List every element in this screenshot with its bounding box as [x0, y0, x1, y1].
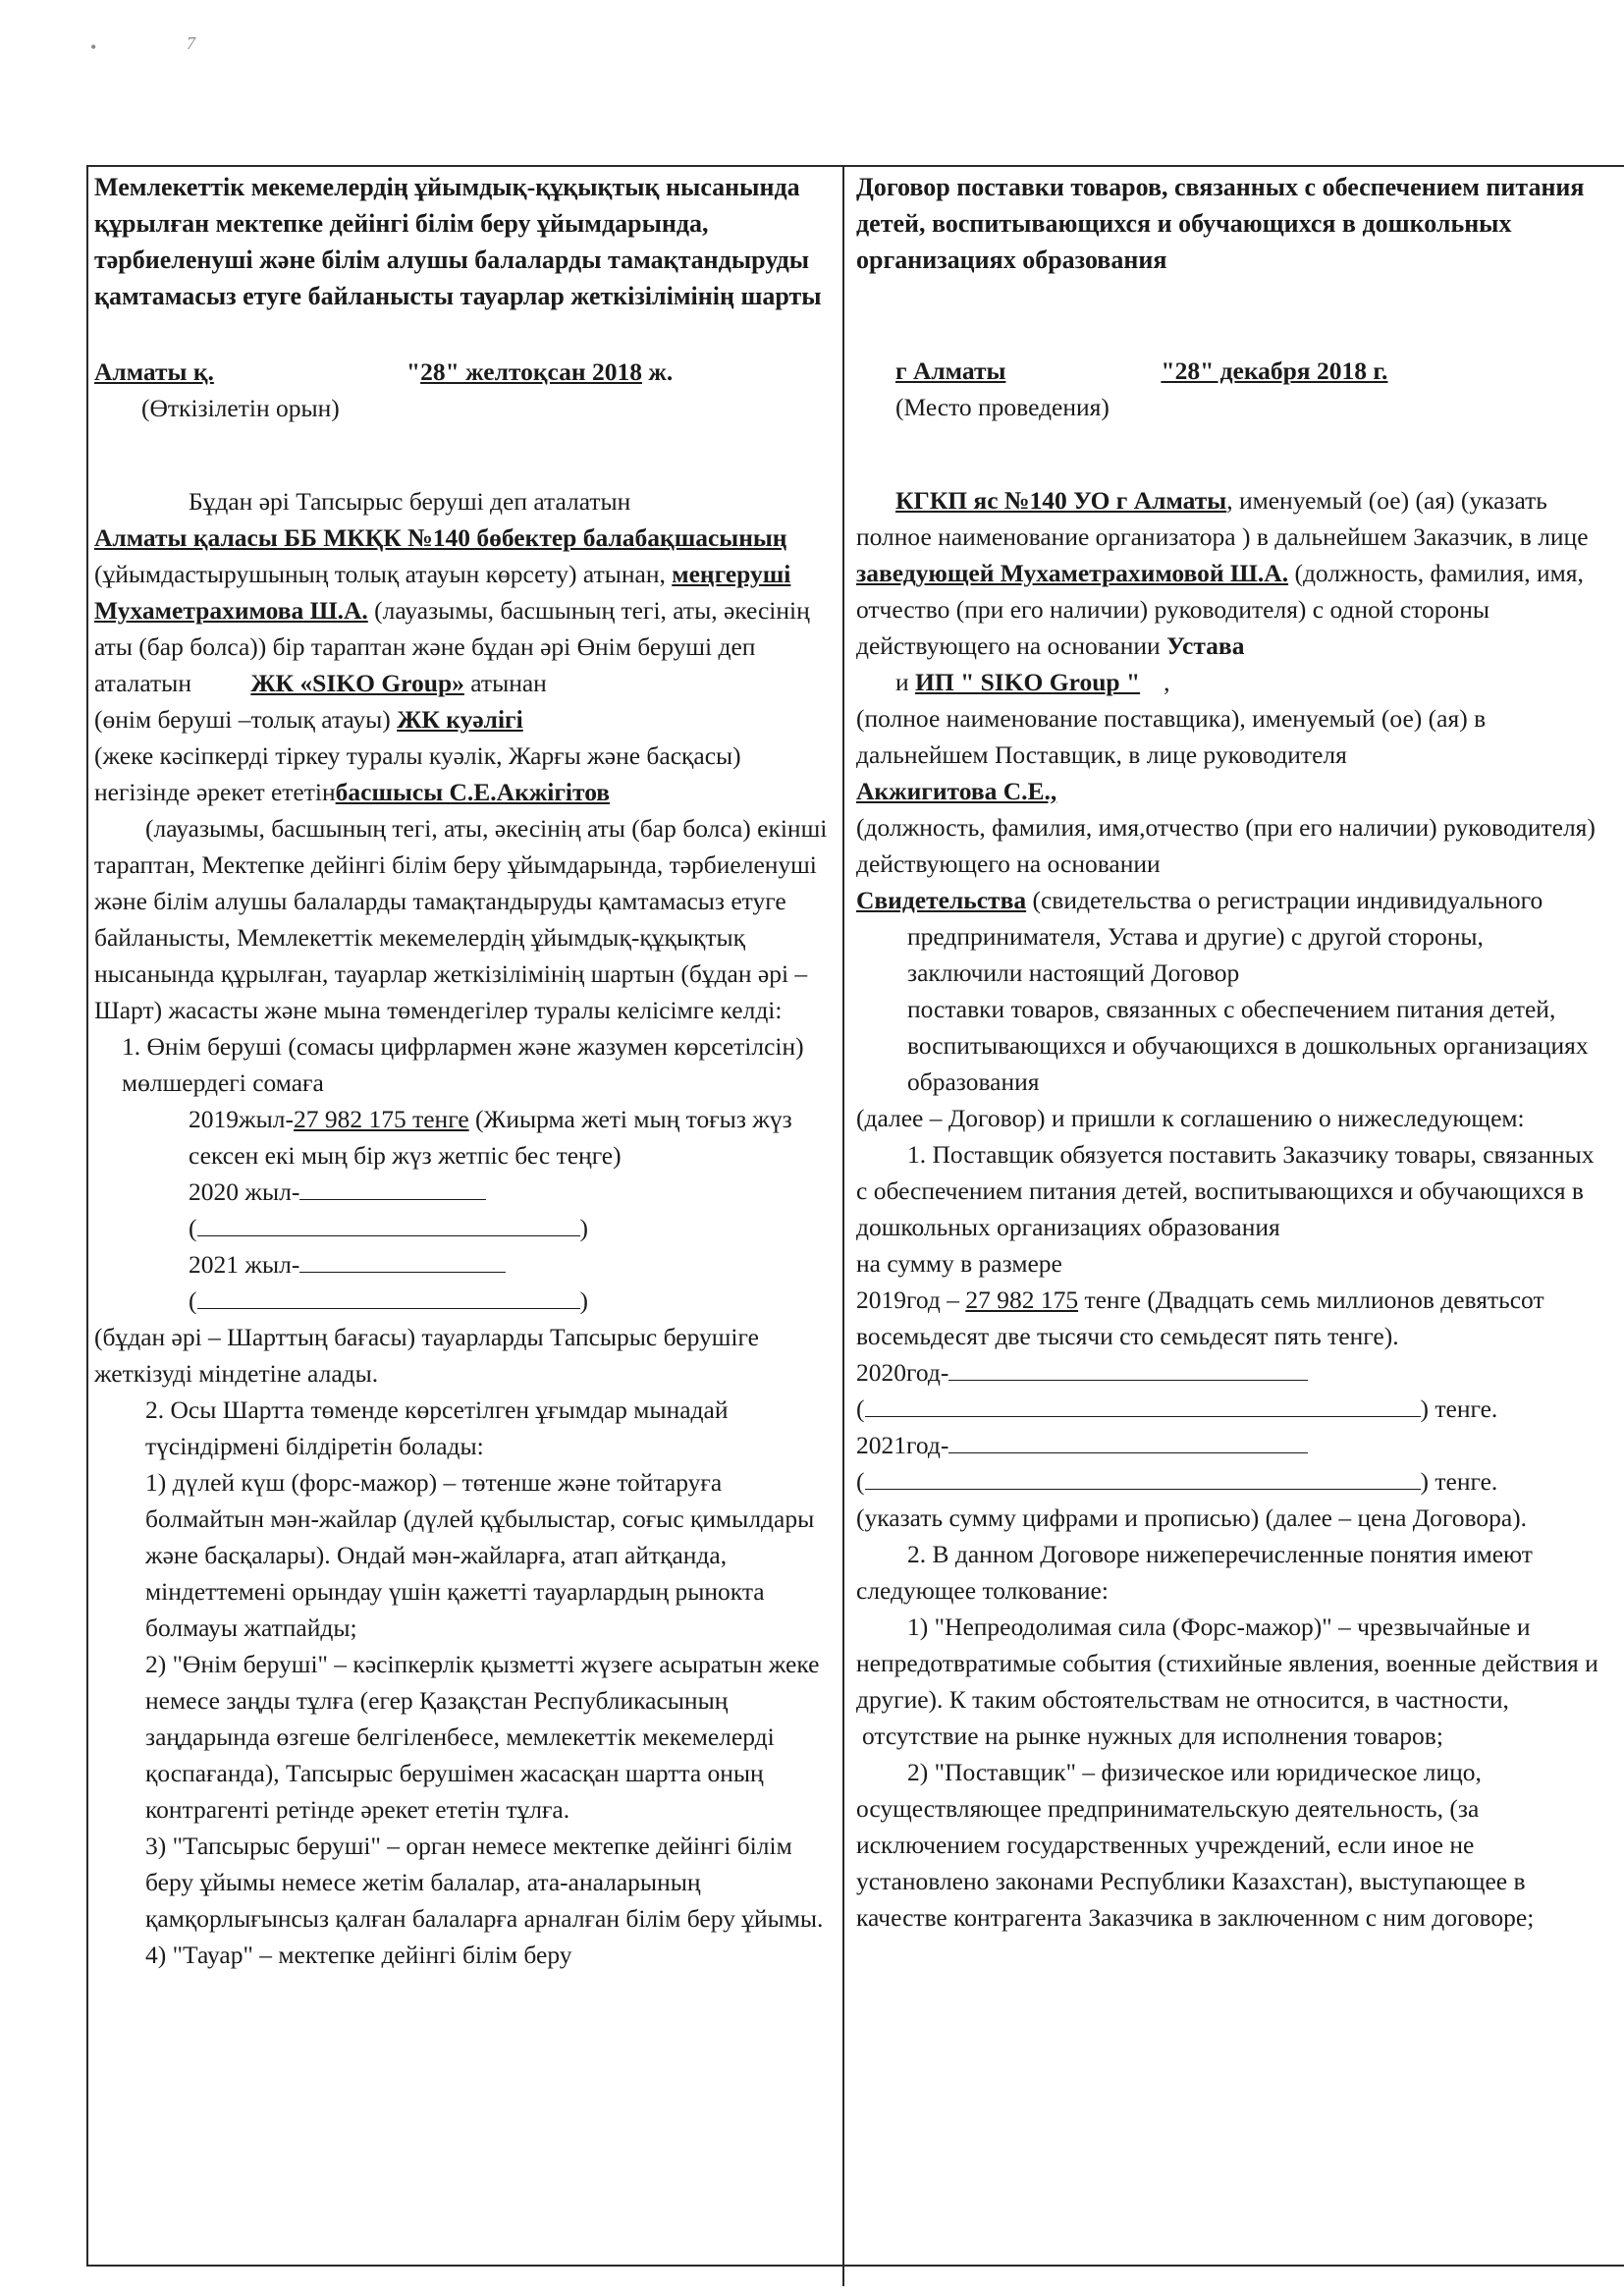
ru-item-2: 2. В данном Договоре нижеперечисленные понятия имеют следующее толкование: [856, 1540, 1533, 1605]
ru-definition-1: 1) "Непреодолимая сила (Форс-мажор)" – чрезвычайные и непредотвратимые события (стихийные явления, военные действия и другие). К таким обстоятельствам не относится, в частности, [856, 1613, 1598, 1714]
kz-head-note: (лауазымы, басшының тегі, аты, әкесінің аты (бар болса)) бір тараптан және бұдан әрі Өнім беруші деп аталатын [94, 596, 810, 697]
kz-parties-paragraph [94, 519, 831, 810]
ru-amount-2021-words [856, 1463, 1602, 1500]
kz-head-name: Мухаметрахимова Ш.А. [94, 596, 368, 625]
ru-city: г Алматы [895, 356, 1006, 385]
kz-contract-title: Мемлекеттік мекемелердің ұйымдық-құқықтық нысанында құрылған мектепке дейінгі білім беру ұйымдарында, тәрбиеленуші және білім алушы балаларды тамақтандыруды қамтамасыз етуге байланысты тауарлар жеткізілімінің шарты [94, 173, 822, 310]
kz-item-2: 2. Осы Шартта төменде көрсетілген ұғымдар мынадай түсіндірмені білдіретін болады: [145, 1395, 729, 1460]
ru-definition-1-end: отсутствие на рынке нужных для исполнения товаров; [862, 1722, 1443, 1750]
ru-2020-label: 2020год- [856, 1358, 949, 1387]
kz-certificate: ЖК куәлігі [397, 705, 523, 734]
ru-2019-amount: 27 982 175 [965, 1285, 1079, 1314]
ru-item-1: 1. Поставщик обязуется поставить Заказчику товары, связанных с обеспечением питания детей, воспитывающихся и обучающихся в дошкольных организациях образования [856, 1140, 1595, 1241]
ru-date: "28" декабря 2018 г. [1161, 356, 1388, 385]
ru-supplier-name: ИП " SIKO Group " [915, 668, 1141, 696]
kz-date-suffix: ж. [648, 357, 674, 386]
ru-head-note: (должность, фамилия, имя, отчество (при его наличии) руководителя) с одной стороны действующего на основании [856, 559, 1584, 660]
kz-org-note: (ұйымдастырушының толық атауын көрсету) атынан, [94, 560, 666, 588]
ru-supplier-head: Акжигитова С.Е., [856, 777, 1057, 805]
kz-city: Алматы қ. [94, 357, 214, 386]
ru-supplier-note: (полное наименование поставщика), именуемый (ое) (ая) в дальнейшем Поставщик, в лице руководителя [856, 704, 1487, 769]
kz-2019-words: (Жиырма жеті мың тоғыз жүз сексен екі мың бір жүз жетпіс бес теңге) [189, 1105, 792, 1170]
ru-org-note: , именуемый (ое) (ая) (указать полное наименование организатора ) в дальнейшем Заказчик, в лице [856, 486, 1589, 551]
ru-amount-2021 [856, 1427, 1602, 1463]
kz-agreement-paragraph: (лауазымы, басшының тегі, аты, әкесінің аты (бар болса) екінші тараптан, Мектепке дейінгі білім беру ұйымдарында, тәрбиеленуші және білім алушы балаларды тамақтандыруды қамтамасыз етуге байланысты, Мемлекеттік мекемелердің ұйымдық-құқықтық нысанында құрылған, тауарлар жеткізілімінің шартын (бұдан әрі – Шарт) жасасты және мына төмендегілер туралы келісімге келді: [94, 814, 828, 1024]
ru-head-position-name: заведующей Мухаметрахимовой Ш.А. [856, 559, 1289, 587]
kz-2020-paren-open: ( [189, 1214, 197, 1242]
kz-amount-2021-words [94, 1283, 831, 1319]
kz-2021-paren-close: ) [579, 1286, 588, 1315]
ru-2020-paren-close: ) тенге. [1420, 1394, 1498, 1423]
kz-place-date-line [94, 354, 831, 390]
ru-2021-label: 2021год- [856, 1431, 949, 1459]
ru-item-1-sum: на сумму в размере [856, 1249, 1062, 1278]
kz-2020-paren-close: ) [579, 1214, 588, 1242]
kz-definition-3: 3) "Тапсырыс беруші" – орган немесе мектепке дейінгі білім беру ұйымы немесе жетім балалар, ата-аналарының қамқорлығынсыз қалған балаларға арналған білім беру ұйымы. [145, 1831, 824, 1933]
russian-column [856, 169, 1602, 1936]
ru-definition-2: 2) "Поставщик" – физическое или юридическое лицо, осуществляющее предпринимательскую деятельность, (за исключением государственных учреждений, если иное не установлено законами Республики Казахстан), выступающее в качестве контрагента Заказчика в заключенном с ним договоре; [856, 1758, 1535, 1932]
ru-entrepreneur-line: предпринимателя, Устава и другие) с другой стороны, заключили настоящий Договор [907, 922, 1484, 987]
kz-2020-label: 2020 жыл- [189, 1177, 300, 1206]
ru-parties-paragraph [856, 482, 1602, 918]
ru-item-1-end: (указать сумму цифрами и прописью) (далее – цена Договора). [856, 1503, 1528, 1532]
ru-org-name: КГКП яс №140 УО г Алматы [895, 486, 1227, 515]
kz-supplier-name: ЖК «SIKO Group» [250, 669, 464, 697]
kz-2021-paren-open: ( [189, 1286, 197, 1315]
ru-place-date-line [856, 353, 1602, 389]
kz-head-position: меңгеруші [672, 560, 791, 588]
ru-supplier-head-note: (должность, фамилия, имя,отчество (при его наличии) руководителя) действующего на основании [856, 813, 1596, 878]
column-divider [842, 165, 844, 2286]
ru-amount-2019 [856, 1282, 1602, 1354]
ru-certificate: Свидетельства [856, 886, 1027, 914]
ru-place-label: (Место проведения) [895, 393, 1110, 421]
kz-supplier-head: басшысы С.Е.Акжігітов [335, 778, 611, 806]
ru-2021-paren-open: ( [856, 1467, 865, 1496]
ru-and: и [895, 668, 909, 696]
ru-agreement-paragraph: поставки товаров, связанных с обеспечением питания детей, воспитывающихся и обучающихся в дошкольных организациях образования [907, 995, 1589, 1096]
kz-amount-2021 [94, 1246, 831, 1283]
kz-amount-2020 [94, 1174, 831, 1210]
kz-definition-4: 4) "Тауар" – мектепке дейінгі білім беру [145, 1941, 572, 1969]
kz-item-1: 1. Өнім беруші (сомасы цифрлармен және жазумен көрсетілсін) мөлшердегі сомаға [122, 1032, 804, 1097]
kz-item-1-end: (бұдан әрі – Шарттың бағасы) тауарларды Тапсырыс берушіге жеткізуді міндетіне алады. [94, 1323, 759, 1388]
kazakh-column [94, 169, 831, 1973]
kz-date-quote: " [406, 357, 421, 386]
kz-supplier-on-behalf: атынан [470, 669, 547, 697]
scan-dot: • [90, 37, 97, 57]
ru-contract-title: Договор поставки товаров, связанных с обеспечением питания детей, воспитывающихся и обучающихся в дошкольных организациях образования [856, 173, 1585, 274]
kz-definition-2: 2) "Өнім беруші" – кәсіпкерлік қызметті жүзеге асыратын жеке немесе заңды тұлға (егер Қазақстан Республикасының заңдарында өзгеше белгіленбесе, мемлекеттік мекемелерді қоспағанда), Тапсырыс берушімен жасасқан шартта оның контрагенті ретінде әрекет ететін тұлға. [145, 1650, 820, 1824]
ru-amount-2020-words [856, 1391, 1602, 1427]
kz-definition-1: 1) дүлей күш (форс-мажор) – төтенше және тойтаруға болмайтын мән-жайлар (дүлей құбылыстар, соғыс қимылдары және басқалары). Ондай мән-жайларға, атап айтқанда, міндеттемені орындау үшін қажетті тауарлардың рынокта болмауы жатпайды; [145, 1468, 815, 1642]
ru-amount-2020 [856, 1354, 1602, 1391]
kz-amount-2020-words [94, 1210, 831, 1246]
ru-basis: Устава [1166, 631, 1245, 660]
ru-agreement-end: (далее – Договор) и пришли к соглашению о нижеследующем: [856, 1104, 1525, 1132]
kz-amount-2019 [94, 1101, 831, 1174]
kz-supplier-note: (өнім беруші –толық атауы) [94, 705, 391, 734]
kz-org-name: Алматы қаласы ББ МКҚК №140 бөбектер балабақшасының [94, 523, 787, 552]
kz-2019-amount: 27 982 175 тенге [293, 1105, 469, 1133]
kz-intro: Бұдан әрі Тапсырыс беруші деп аталатын [189, 487, 631, 516]
ru-2019-words: тенге (Двадцать семь миллионов девятьсот восемьдесят две тысячи сто семьдесят пять тенге). [856, 1285, 1544, 1350]
ru-2021-paren-close: ) тенге. [1420, 1467, 1498, 1496]
ru-certificate-note: (свидетельства о регистрации индивидуального [1032, 886, 1543, 914]
ru-2020-paren-open: ( [856, 1394, 865, 1423]
kz-2019-label: 2019жыл- [189, 1105, 294, 1133]
kz-date-month-year: " желтоқсан 2018 [445, 357, 642, 386]
kz-date-day: 28 [420, 357, 446, 386]
page-number-mark: 7 [187, 33, 195, 53]
ru-2019-label: 2019год – [856, 1285, 959, 1314]
kz-2021-label: 2021 жыл- [189, 1250, 300, 1279]
kz-place-label: (Өткізілетін орын) [141, 394, 340, 422]
kz-basis-note: (жеке кәсіпкерді тіркеу туралы куәлік, Жарғы және басқасы) негізінде әрекет ететін [94, 741, 741, 806]
ru-supplier-comma: , [1164, 668, 1170, 696]
